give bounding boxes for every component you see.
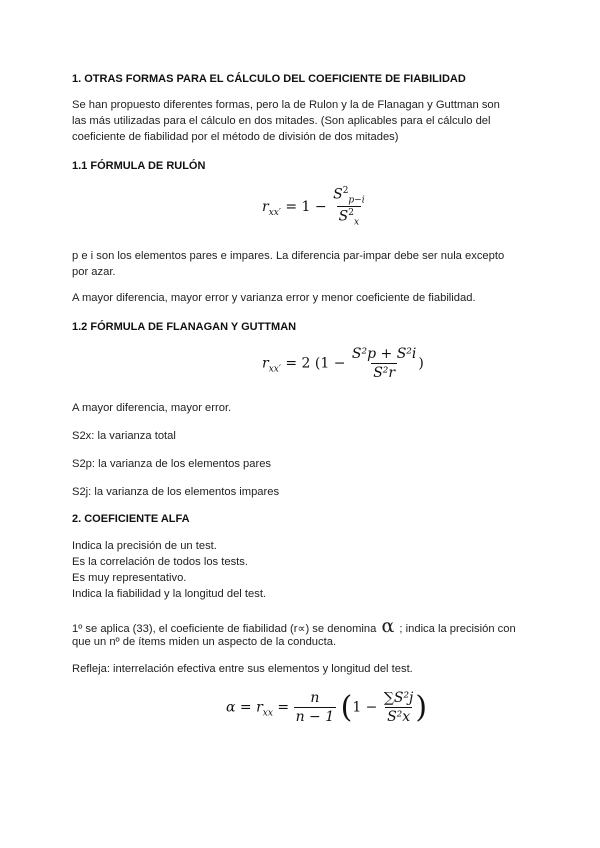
section-1-2-line: S2j: la varianza de los elementos impares [72,486,280,498]
section-2-list-line: Indica la precisión de un test. [72,540,217,552]
flanagan-formula [262,346,424,381]
rulon-lhs: r [262,198,269,215]
flanagan-fraction: $\frac{\text{S²p + S²i}}{\text{S²r}}$ [351,346,417,381]
section-1-para-line: Se han propuesto diferentes formas, pero la de Rulon y la de Flanagan y Guttman son [72,99,500,111]
alpha-sum-fraction: $\frac{\text{∑S²j}}{\text{S²x}}$ [383,690,414,725]
section-1-1-para-line: p e i son los elementos pares e impares. La diferencia par-impar debe ser nula excepto [72,250,505,262]
alpha-lhs-sub: xx [262,708,273,719]
section-1-para-line: las más utilizadas para el cálculo en dos mitades. (Son aplicables para el cálculo del [72,115,491,127]
section-1-2-line: S2x: la varianza total [72,430,176,442]
section-1-2-line: A mayor diferencia, mayor error. [72,402,232,414]
section-2-para2: Refleja: interrelación efectiva entre sus elementos y longitud del test. [72,663,413,675]
section-1-1-para-line: por azar. [72,266,116,278]
alpha-n-fraction: $\frac{n}{n - 1}$ [295,690,335,725]
alpha-close-paren: ) [415,690,428,725]
section-1-1-heading: 1.1 FÓRMULA DE RULÓN [72,160,206,172]
alpha-lhs: α = r [226,699,263,716]
rulon-equals: = 1 − [285,198,327,215]
flanagan-lhs-sub: xx′ [268,364,281,375]
rulon-fraction: $\frac{S^2_{p-i}}{S^2_x}$ [333,186,365,228]
flanagan-equals: = 2 (1 − [285,355,346,372]
section-1-heading: 1. OTRAS FORMAS PARA EL CÁLCULO DEL COEFICIENTE DE FIABILIDAD [72,73,466,85]
section-2-list-line: Es la correlación de todos los tests. [72,556,248,568]
section-1-2-line: S2p: la varianza de los elementos pares [72,458,272,470]
flanagan-close-paren: ) [418,355,424,372]
section-1-1-para2: A mayor diferencia, mayor error y varianza error y menor coeficiente de fiabilidad. [72,292,476,304]
alpha-inner: 1 − [352,699,378,716]
section-2-para1-line1: 1º se aplica (33), el coeficiente de fiabilidad (r∝) se denomina α ; indica la precisión con [72,615,516,637]
section-2-para1-line2: que un nº de ítems miden un aspecto de la conducta. [72,636,337,648]
rulon-lhs-sub: xx′ [268,207,281,218]
alpha-equals: = [277,699,290,716]
alpha-symbol: α [381,615,395,637]
flanagan-lhs: r [262,355,269,372]
alpha-formula [226,690,427,725]
section-2-heading: 2. COEFICIENTE ALFA [72,513,190,525]
section-1-2-heading: 1.2 FÓRMULA DE FLANAGAN Y GUTTMAN [72,321,297,333]
section-2-list-line: Es muy representativo. [72,572,187,584]
section-1-para-line: coeficiente de fiabilidad por el método de división de dos mitades) [72,131,399,143]
rulon-formula [262,186,367,228]
alpha-open-paren: ( [340,690,353,725]
section-2-list-line: Indica la fiabilidad y la longitud del test. [72,588,267,600]
